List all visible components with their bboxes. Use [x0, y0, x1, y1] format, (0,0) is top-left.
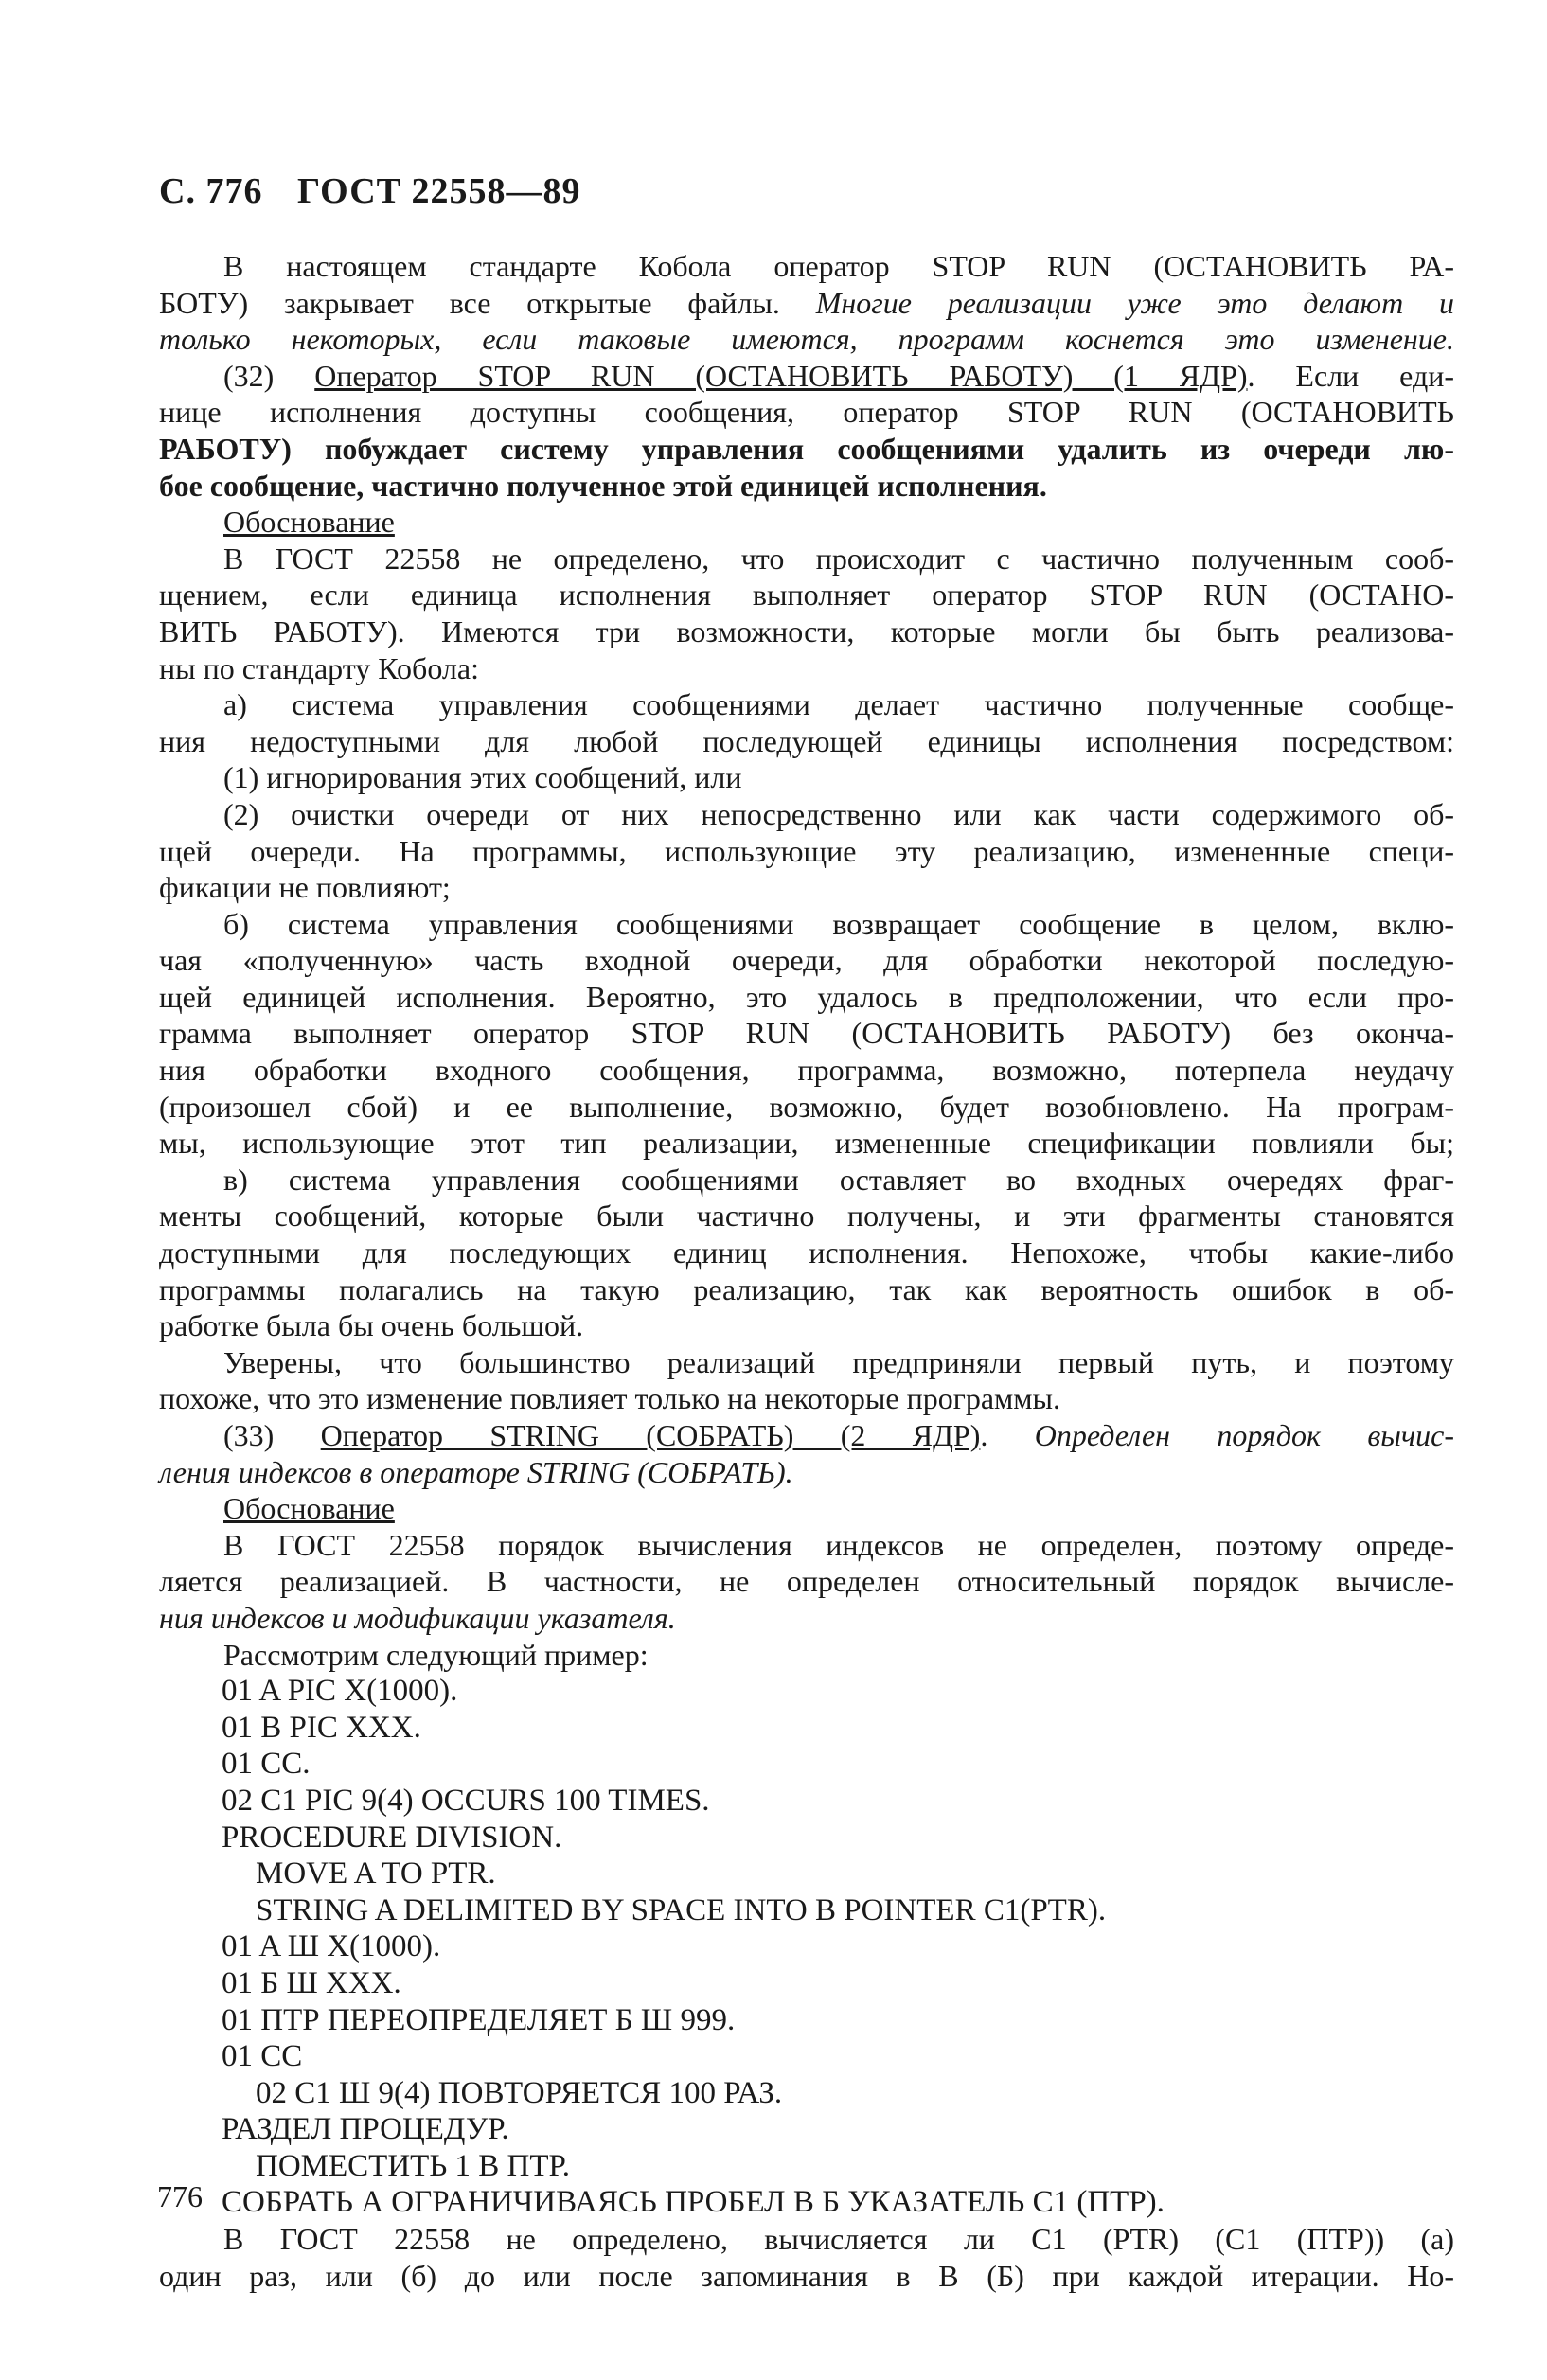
text-segment: программы полагались на такую реализацию, так как вероятность ошибок в об-: [159, 1271, 1454, 1306]
text-line: [159, 2002, 1454, 2039]
text-segment: STRING A DELIMITED BY SPACE INTO B POINTER C1(PTR).: [256, 1892, 1107, 1927]
text-segment: .: [980, 1418, 1035, 1452]
text-line: [159, 468, 1454, 505]
text-line: [159, 686, 1454, 723]
text-line: [159, 796, 1454, 833]
text-line: [159, 1234, 1454, 1271]
text-segment: работке была бы очень большой.: [159, 1308, 584, 1343]
header-standard: ГОСТ 22558—89: [296, 171, 581, 211]
text-line: [159, 2075, 1454, 2112]
text-segment: В ГОСТ 22558 не определено, вычисляется ли C1 (PTR) (C1 (ПТР)) (а): [223, 2222, 1454, 2257]
text-segment: 01 B PIC XXX.: [222, 1710, 421, 1745]
text-segment: б) система управления сообщениями возвращает сообщение в целом, вклю-: [223, 906, 1454, 941]
text-line: [159, 1271, 1454, 1308]
text-segment: Обоснование: [223, 505, 395, 540]
text-segment: БОТУ) закрывает все открытые файлы.: [159, 285, 816, 320]
header-page-ref: С. 776: [159, 171, 263, 211]
text-line: [159, 577, 1454, 613]
text-segment: MOVE A TO PTR.: [256, 1856, 496, 1892]
text-line: [159, 1198, 1454, 1234]
text-line: [159, 1344, 1454, 1381]
text-line: [159, 2038, 1454, 2075]
body-text: [159, 248, 1454, 2294]
text-line: [159, 1417, 1454, 1454]
text-segment: (33): [223, 1418, 321, 1452]
text-segment: 01 Б Ш XXX.: [222, 1965, 401, 2000]
text-line: [159, 1380, 1454, 1417]
text-line: [159, 2258, 1454, 2295]
text-segment: чая «полученную» часть входной очереди, для обработки некоторой последую-: [159, 943, 1454, 978]
text-segment: (2) очистки очереди от них непосредственно или как части содержимого об-: [223, 796, 1454, 831]
text-line: [159, 1527, 1454, 1564]
text-segment: (1) игнорирования этих сообщений, или: [223, 760, 742, 795]
text-segment: ПОМЕСТИТЬ 1 В ПТР.: [256, 2148, 570, 2183]
text-segment: ния недоступными для любой последующей единицы исполнения посредством:: [159, 723, 1454, 758]
text-segment: В ГОСТ 22558 не определено, что происходит с частично полученным сооб-: [223, 541, 1454, 576]
text-line: [159, 906, 1454, 943]
text-segment: 01 A Ш X(1000).: [222, 1929, 441, 1964]
text-segment: ВИТЬ РАБОТУ). Имеются три возможности, которые могли бы быть реализова-: [159, 613, 1454, 648]
text-line: [159, 1746, 1454, 1783]
text-line: [159, 358, 1454, 395]
text-segment: Определен порядок вычис-: [1034, 1418, 1455, 1452]
text-line: [159, 1783, 1454, 1820]
text-segment: (произошел сбой) и ее выполнение, возможно, будет возобновлено. На програм-: [159, 1089, 1454, 1124]
text-line: [159, 394, 1454, 431]
text-line: [159, 1052, 1454, 1089]
text-line: [159, 1710, 1454, 1747]
text-segment: 01 CC: [222, 2039, 303, 2074]
text-line: [159, 1600, 1454, 1637]
text-segment: РАЗДЕЛ ПРОЦЕДУР.: [222, 2112, 509, 2147]
text-line: [159, 1490, 1454, 1527]
text-line: [159, 723, 1454, 760]
text-segment: СОБРАТЬ А ОГРАНИЧИВАЯСЬ ПРОБЕЛ В Б УКАЗАТЕЛЬ C1 (ПТР).: [222, 2185, 1165, 2220]
text-segment: Оператор STRING (СОБРАТЬ) (2 ЯДР): [320, 1418, 981, 1452]
text-segment: бое сообщение, частично полученное этой единицей исполнения.: [159, 468, 1047, 503]
text-line: [159, 541, 1454, 577]
running-header: [159, 170, 581, 212]
text-line: [159, 1015, 1454, 1052]
text-segment: а) система управления сообщениями делает частично полученные сообще-: [223, 687, 1454, 722]
text-segment: в) система управления сообщениями оставляет во входных очередях фраг-: [223, 1162, 1454, 1197]
text-line: [159, 613, 1454, 650]
text-segment: Обоснование: [223, 1491, 395, 1526]
text-line: [159, 759, 1454, 796]
text-segment: ния индексов и модификации указателя.: [159, 1600, 676, 1635]
text-segment: Уверены, что большинство реализаций предприняли первый путь, и поэтому: [223, 1344, 1454, 1379]
text-line: [159, 2184, 1454, 2221]
text-segment: Многие реализации уже это делают и: [815, 285, 1455, 320]
text-segment: ляется реализацией. В частности, не определен относительный порядок вычисле-: [159, 1564, 1454, 1599]
text-segment: 01 A PIC X(1000).: [222, 1674, 458, 1709]
text-segment: ления индексов в операторе STRING (СОБРАТЬ).: [159, 1454, 793, 1489]
text-segment: Рассмотрим следующий пример:: [223, 1637, 649, 1672]
text-segment: ны по стандарту Кобола:: [159, 650, 479, 685]
text-segment: щением, если единица исполнения выполняет оператор STOP RUN (ОСТАНО-: [159, 577, 1454, 613]
text-line: [159, 833, 1454, 870]
text-segment: РАБОТУ) побуждает систему управления сообщениями удалить из очереди лю-: [159, 431, 1454, 466]
text-segment: В ГОСТ 22558 порядок вычисления индексов не определен, поэтому опреде-: [223, 1527, 1454, 1562]
text-line: [159, 2221, 1454, 2258]
text-segment: щей единицей исполнения. Вероятно, это удалось в предположении, что если про-: [159, 979, 1454, 1014]
text-segment: Оператор STOP RUN (ОСТАНОВИТЬ РАБОТУ) (1 ЯДР): [314, 358, 1248, 393]
text-line: [159, 2111, 1454, 2148]
text-line: [159, 1965, 1454, 2002]
text-line: [159, 1162, 1454, 1199]
text-segment: фикации не повлияют;: [159, 870, 451, 905]
text-segment: нице исполнения доступны сообщения, оператор STOP RUN (ОСТАНОВИТЬ: [159, 395, 1454, 430]
text-segment: 01 CC.: [222, 1747, 311, 1782]
text-segment: PROCEDURE DIVISION.: [222, 1820, 562, 1855]
text-segment: грамма выполняет оператор STOP RUN (ОСТАНОВИТЬ РАБОТУ) без оконча-: [159, 1016, 1454, 1051]
page-number: 776: [157, 2179, 203, 2213]
text-line: [159, 1089, 1454, 1126]
text-line: [159, 2148, 1454, 2185]
text-line: [159, 942, 1454, 979]
text-segment: 02 C1 Ш 9(4) ПОВТОРЯЕТСЯ 100 РАЗ.: [256, 2075, 783, 2110]
text-segment: ния обработки входного сообщения, программа, возможно, потерпела неудачу: [159, 1053, 1454, 1088]
text-line: [159, 504, 1454, 541]
text-segment: 02 C1 PIC 9(4) OCCURS 100 TIMES.: [222, 1783, 710, 1818]
text-segment: В настоящем стандарте Кобола оператор STOP RUN (ОСТАНОВИТЬ РА-: [223, 249, 1454, 283]
text-segment: один раз, или (б) до или после запоминания в B (Б) при каждой итерации. Но-: [159, 2258, 1454, 2293]
text-line: [159, 248, 1454, 285]
text-line: [159, 431, 1454, 468]
text-line: [159, 1928, 1454, 1965]
text-line: [159, 979, 1454, 1016]
text-line: [159, 321, 1454, 358]
text-segment: менты сообщений, которые были частично получены, и эти фрагменты становятся: [159, 1199, 1454, 1234]
text-segment: 01 ПТР ПЕРЕОПРЕДЕЛЯЕТ Б Ш 999.: [222, 2002, 736, 2037]
text-segment: мы, использующие этот тип реализации, измененные спецификации повлияли бы;: [159, 1126, 1454, 1161]
text-line: [159, 1454, 1454, 1491]
text-segment: похоже, что это изменение повлияет только на некоторые программы.: [159, 1381, 1061, 1416]
text-line: [159, 285, 1454, 322]
text-line: [159, 1125, 1454, 1162]
text-line: [159, 650, 1454, 687]
text-segment: щей очереди. На программы, использующие эту реализацию, измененные специ-: [159, 833, 1454, 868]
text-segment: доступными для последующих единиц исполнения. Непохоже, чтобы какие-либо: [159, 1235, 1454, 1270]
text-line: [159, 1637, 1454, 1674]
text-line: [159, 1307, 1454, 1344]
text-line: [159, 1673, 1454, 1710]
text-segment: (32): [223, 358, 315, 393]
text-line: [159, 1820, 1454, 1856]
text-segment: . Если еди-: [1247, 358, 1455, 393]
text-line: [159, 1856, 1454, 1892]
text-line: [159, 1563, 1454, 1600]
text-line: [159, 869, 1454, 906]
text-line: [159, 1892, 1454, 1929]
text-segment: только некоторых, если таковые имеются, программ коснется это изменение.: [159, 322, 1454, 357]
